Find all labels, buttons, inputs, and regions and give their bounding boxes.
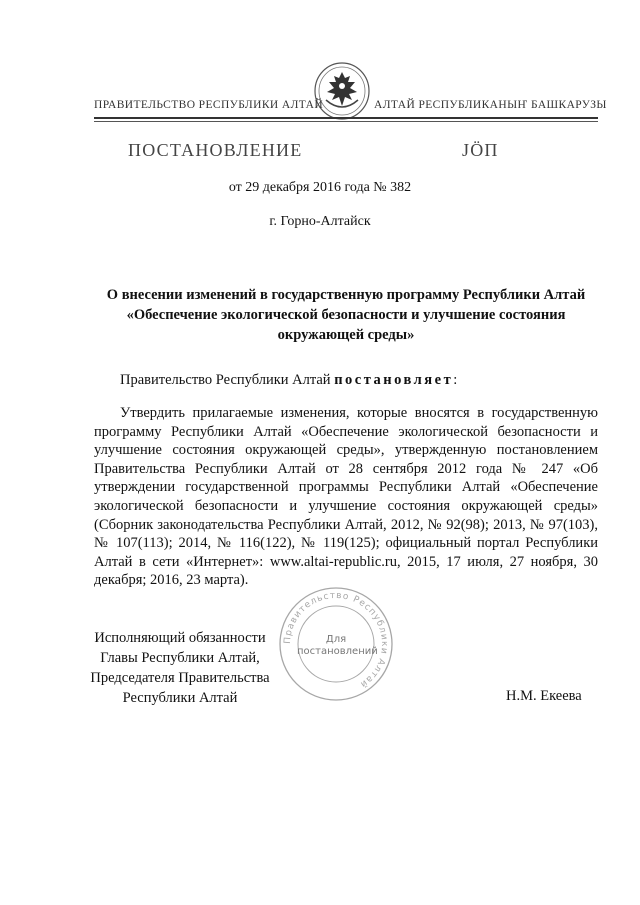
document-city: г. Горно-Алтайск [269,214,371,229]
signature-line4: Республики Алтай [122,690,238,706]
stamp-ring-text: Правительство Республики Алтай [282,590,390,690]
stamp-center-line2: постановлений [297,646,378,657]
document-type-alt: JӦП [462,140,499,160]
intro-paragraph [120,372,457,389]
signature-line1: Исполняющий обязанности [94,630,266,646]
intro-prefix: Правительство Республики Алтай [120,372,335,388]
emblem-icon [312,60,372,122]
intro-suffix: : [453,372,458,388]
signatory-name: Н.М. Екеева [506,688,582,704]
body-paragraph: Утвердить прилагаемые изменения, которые вносятся в государственную программу Республики Алтай «Обеспечение экологической безопасности и улучшение состояния окружающей среды», утвержденную постановлением Правительства Республики Алтай от 28 сентября 2012 года № 247 «Об утверждении государственной программы Республики Алтай «Обеспечение экологической безопасности и улучшение состояния окружающей среды» (Сборник законодательства Республики Алтай, 2012, № 92(98); 2013, № 97(103), № 107(113); 2014, № 116(122), № 119(125); официальный портал Республики Алтай в сети «Интернет»: www.altai-republic.ru, 2015, 17 июля, 27 ноября, 30 декабря; 2016, 23 марта). [94,405,598,589]
stamp-center-line1: Для [325,634,347,645]
header-divider [94,117,598,119]
document-type-ru: ПОСТАНОВЛЕНИЕ [128,140,303,160]
header-government-alt: АЛТАЙ РЕСПУБЛИКАНЫҤ БАШКАРУЗЫ [374,99,607,111]
header-government-ru: ПРАВИТЕЛЬСТВО РЕСПУБЛИКИ АЛТАЙ [94,99,324,111]
document-heading: О внесении изменений в государственную программу Республики Алтай «Обеспечение экологической безопасности и улучшение состояния окружающей среды» [106,287,586,343]
document-date: от 29 декабря 2016 года № 382 [228,180,412,195]
stamp-center-text [297,634,378,658]
signature-title [80,628,280,708]
header-divider-thin [94,121,598,122]
signature-line3: Председателя Правительства [90,670,270,686]
intro-verb: постановляет [334,372,454,388]
signature-line2: Главы Республики Алтай, [100,650,260,666]
